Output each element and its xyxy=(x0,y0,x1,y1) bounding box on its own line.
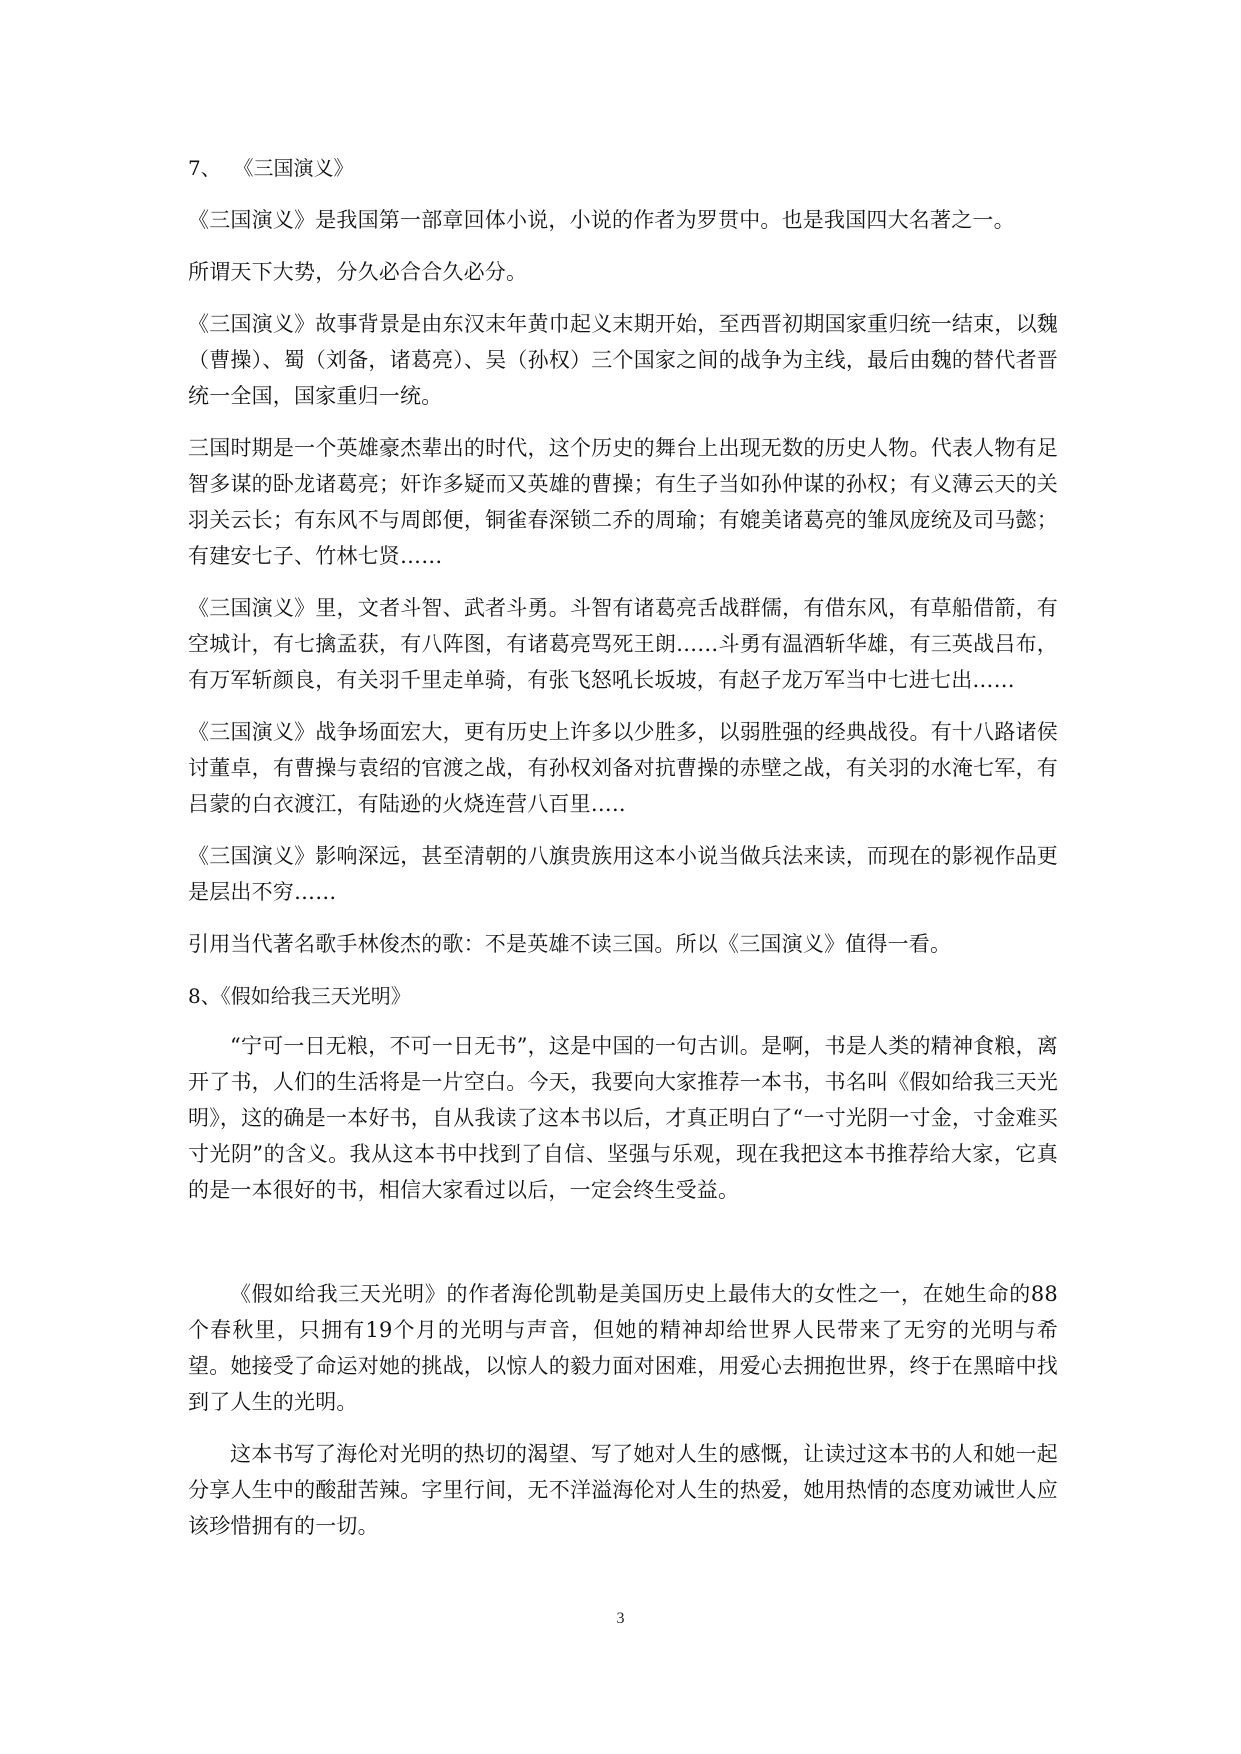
section-7-heading: 7、 《三国演义》 xyxy=(188,156,354,180)
section-7-paragraph: 《三国演义》战争场面宏大，更有历史上许多以少胜多，以弱胜强的经典战役。有十八路诸侯讨董卓，有曹操与袁绍的官渡之战，有孙权刘备对抗曹操的赤壁之战，有关羽的水淹七军，有吕蒙的白衣渡江，有陆逊的火烧连营八百里….. xyxy=(188,720,1058,816)
page-number: 3 xyxy=(616,1610,625,1627)
section-8-paragraph: “宁可一日无粮，不可一日无书”，这是中国的一句古训。是啊，书是人类的精神食粮，离开了书，人们的生活将是一片空白。今天，我要向大家推荐一本书，书名叫《假如给我三天光明》，这的确是一本好书，自从我读了这本书以后，才真正明白了“一寸光阴一寸金，寸金难买寸光阴”的含义。我从这本书中找到了自信、坚强与乐观，现在我把这本书推荐给大家，它真的是一本很好的书，相信大家看过以后，一定会终生受益。 xyxy=(188,1034,1058,1202)
blank-line xyxy=(188,1224,1058,1276)
section-7-paragraph: 引用当代著名歌手林俊杰的歌：不是英雄不读三国。所以《三国演义》值得一看。 xyxy=(188,932,952,956)
section-8-heading: 8、《假如给我三天光明》 xyxy=(188,984,411,1008)
section-7-paragraph: 《三国演义》里，文者斗智、武者斗勇。斗智有诸葛亮舌战群儒，有借东风，有草船借箭，有空城计，有七擒孟获，有八阵图，有诸葛亮骂死王朗……斗勇有温酒斩华雄，有三英战吕布，有万军斩颜良，有关羽千里走单骑，有张飞怒吼长坂坡，有赵子龙万军当中七进七出…… xyxy=(188,596,1058,692)
page-content xyxy=(188,150,1058,1560)
section-8-paragraph: 《假如给我三天光明》的作者海伦凯勒是美国历史上最伟大的女性之一，在她生命的88个春秋里，只拥有19个月的光明与声音，但她的精神却给世界人民带来了无穷的光明与希望。她接受了命运对她的挑战，以惊人的毅力面对困难，用爱心去拥抱世界，终于在黑暗中找到了人生的光明。 xyxy=(188,1282,1058,1414)
section-7-paragraph: 三国时期是一个英雄豪杰辈出的时代，这个历史的舞台上出现无数的历史人物。代表人物有足智多谋的卧龙诸葛亮；奸诈多疑而又英雄的曹操；有生子当如孙仲谋的孙权；有义薄云天的关羽关云长；有东风不与周郎便，铜雀春深锁二乔的周瑜；有媲美诸葛亮的雏凤庞统及司马懿；有建安七子、竹林七贤…… xyxy=(188,436,1058,568)
section-7-paragraph: 所谓天下大势，分久必合合久必分。 xyxy=(188,260,528,284)
section-7-paragraph: 《三国演义》是我国第一部章回体小说，小说的作者为罗贯中。也是我国四大名著之一。 xyxy=(188,208,1015,232)
section-7-paragraph: 《三国演义》故事背景是由东汉末年黄巾起义末期开始，至西晋初期国家重归统一结束，以魏（曹操）、蜀（刘备，诸葛亮）、吴（孙权）三个国家之间的战争为主线，最后由魏的替代者晋统一全国，国家重归一统。 xyxy=(188,312,1058,408)
section-7-paragraph: 《三国演义》影响深远，甚至清朝的八旗贵族用这本小说当做兵法来读，而现在的影视作品更是层出不穷…… xyxy=(188,844,1058,904)
section-8-paragraph: 这本书写了海伦对光明的热切的渴望、写了她对人生的感慨，让读过这本书的人和她一起分享人生中的酸甜苦辣。字里行间，无不洋溢海伦对人生的热爱，她用热情的态度劝诫世人应该珍惜拥有的一切。 xyxy=(188,1442,1058,1538)
